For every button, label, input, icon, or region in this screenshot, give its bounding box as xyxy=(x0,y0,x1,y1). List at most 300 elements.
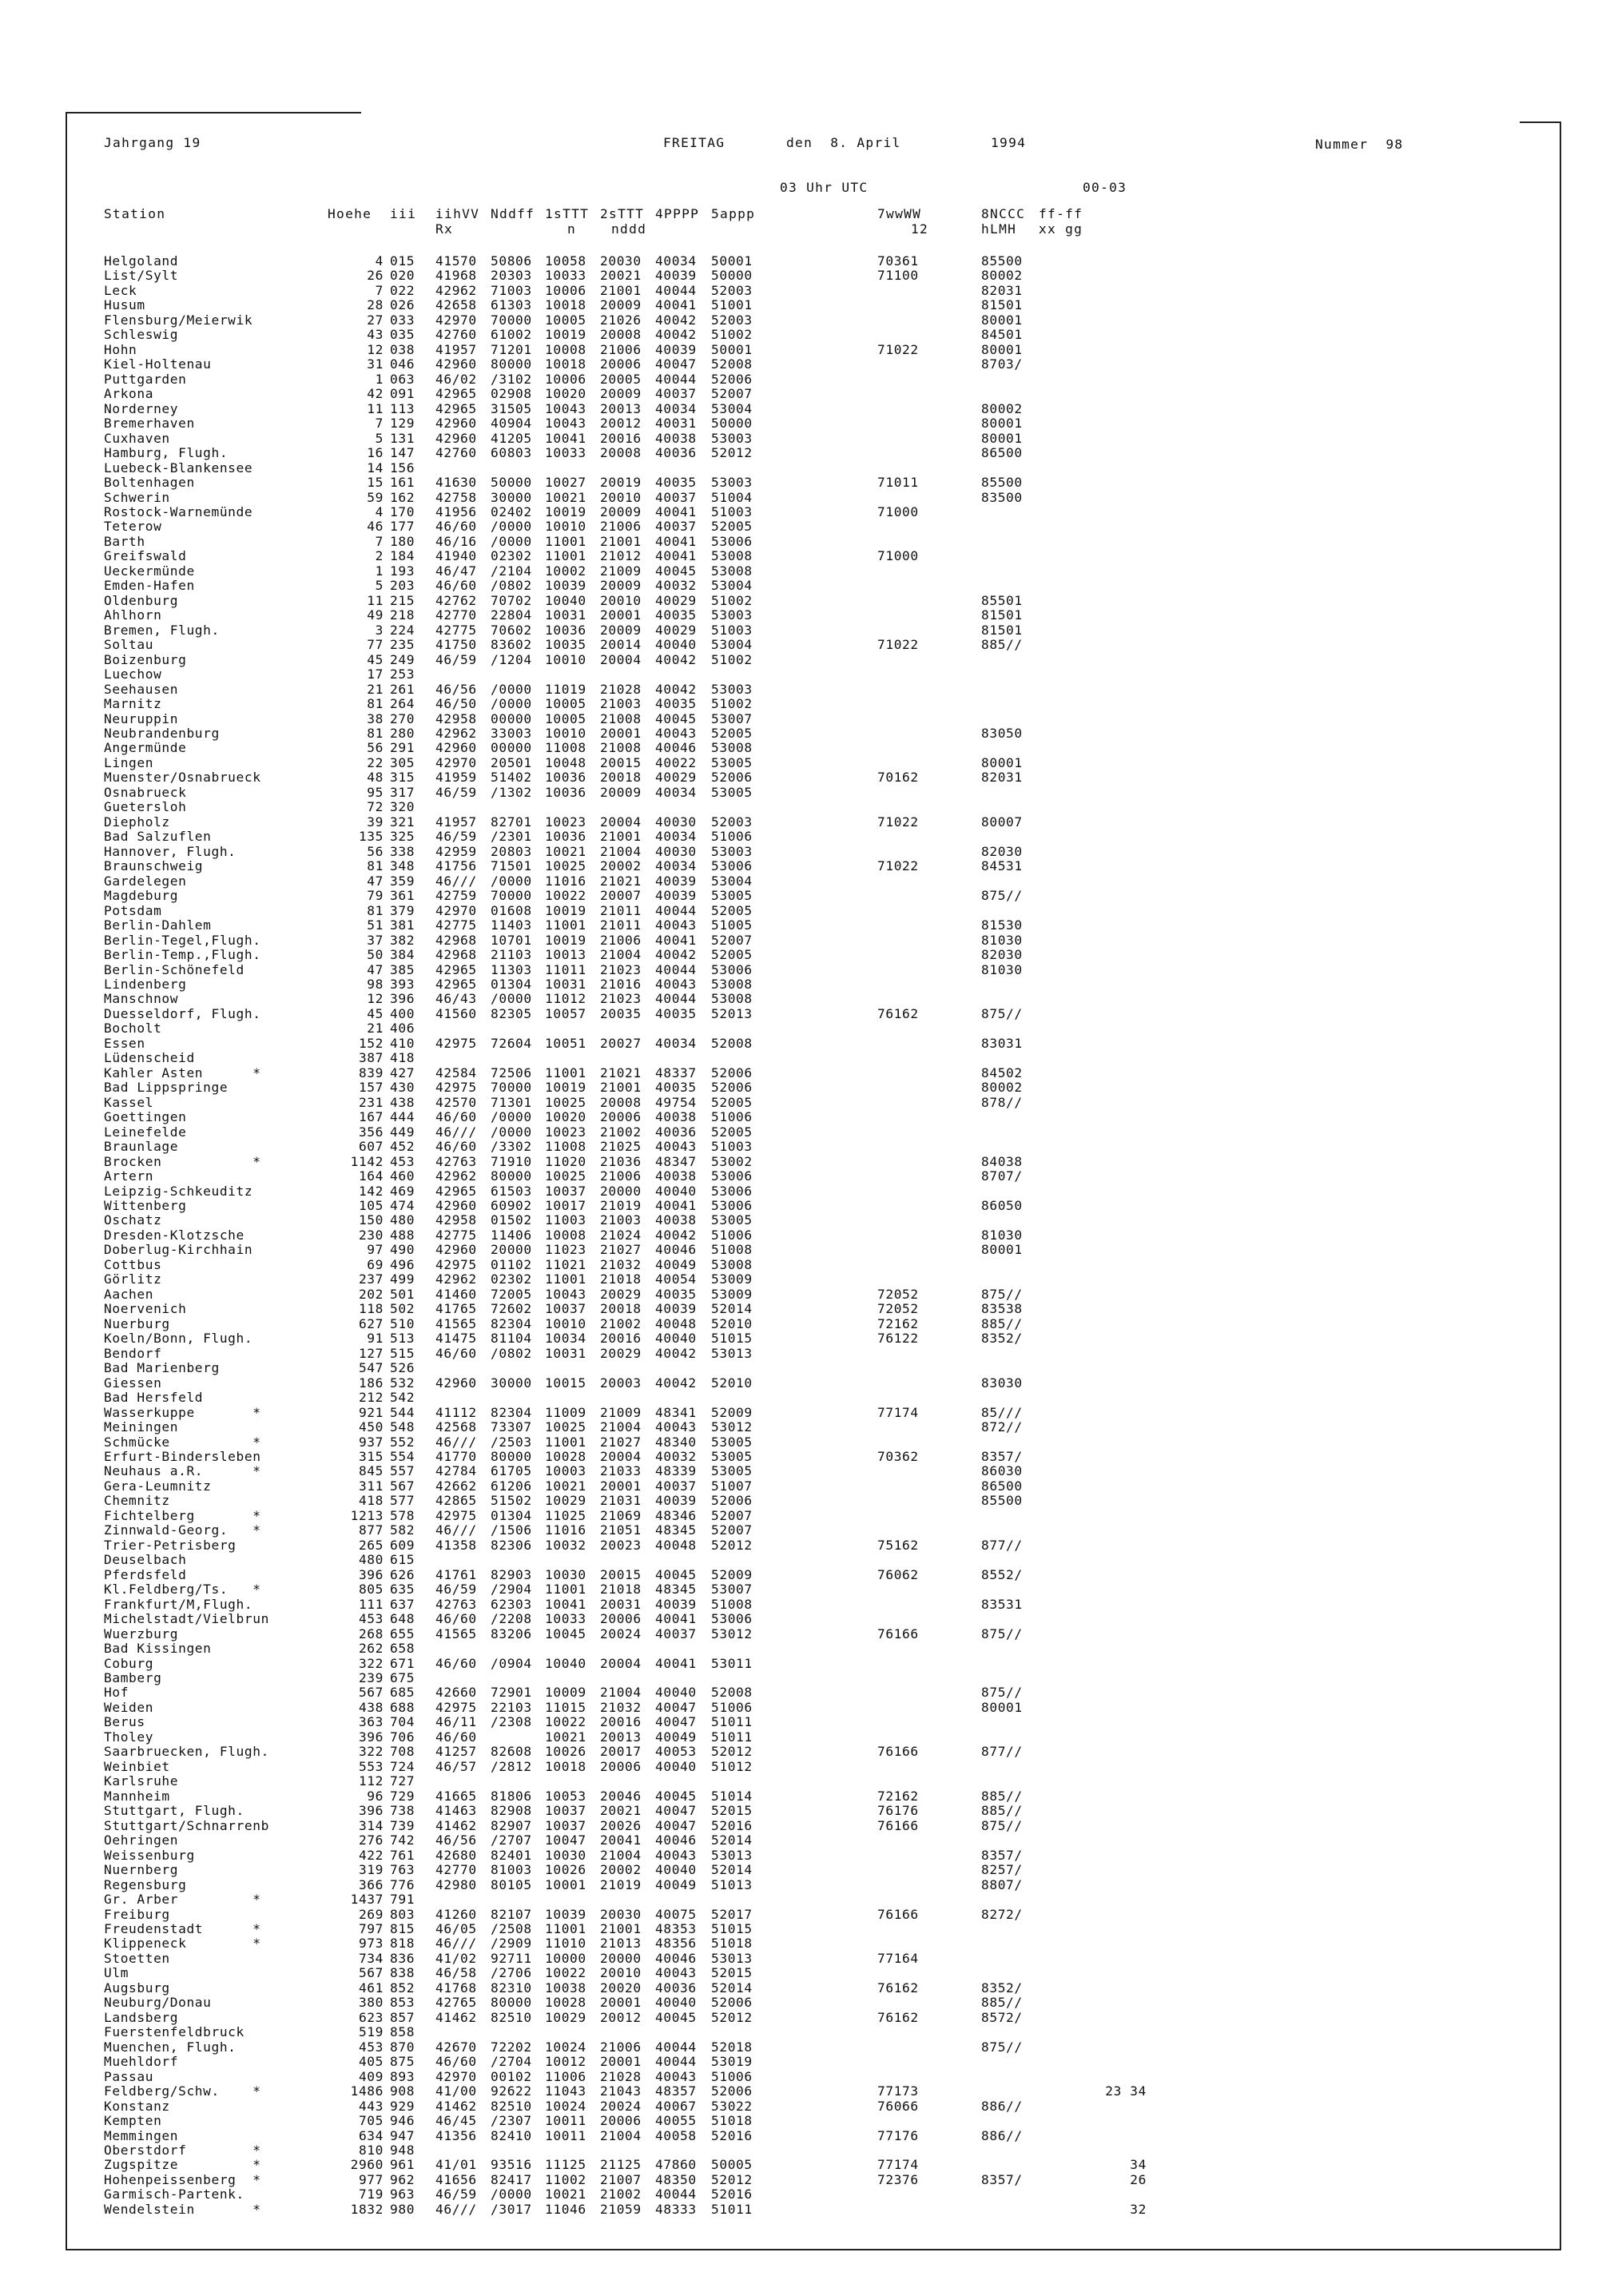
synop-group: 20001 xyxy=(600,1478,642,1494)
synop-group: 46/59 xyxy=(435,651,477,667)
synop-group: 40044 xyxy=(655,2039,697,2055)
station-id: 113 xyxy=(390,400,415,416)
station-name: Stuttgart/Schnarrenb xyxy=(104,1817,269,1833)
station-elevation: 11 xyxy=(367,592,384,608)
station-id: 022 xyxy=(390,282,415,298)
station-elevation: 105 xyxy=(358,1198,384,1213)
synop-group: 40034 xyxy=(655,829,697,845)
synop-group: 40038 xyxy=(655,430,697,446)
synop-group: 51006 xyxy=(711,2068,753,2084)
station-elevation: 112 xyxy=(358,1773,384,1789)
synop-group: 81501 xyxy=(981,622,1023,638)
synop-group: /2508 xyxy=(491,1920,532,1936)
station-row xyxy=(104,1523,1127,1538)
station-id: 567 xyxy=(390,1478,415,1494)
synop-group: 41765 xyxy=(435,1301,477,1317)
station-row xyxy=(104,1789,1127,1804)
station-name: Dresden-Klotzsche xyxy=(104,1227,244,1243)
col-ffff: ff-ff xyxy=(1039,206,1083,221)
synop-group: 52006 xyxy=(711,1080,753,1096)
station-elevation: 97 xyxy=(367,1242,384,1258)
synop-group: 49754 xyxy=(655,1094,697,1110)
station-name: Pferdsfeld xyxy=(104,1566,187,1582)
station-row xyxy=(104,830,1127,844)
station-elevation: 418 xyxy=(358,1493,384,1509)
synop-group: 76162 xyxy=(877,1005,919,1021)
synop-group: 20016 xyxy=(600,1714,642,1730)
synop-group: 41957 xyxy=(435,341,477,357)
station-id: 384 xyxy=(390,947,415,963)
station-name: Soltau xyxy=(104,637,154,653)
synop-group: 30000 xyxy=(491,1375,532,1391)
station-id: 929 xyxy=(390,2098,415,2114)
synop-group: 72052 xyxy=(877,1286,919,1302)
synop-group: 20012 xyxy=(600,416,642,432)
synop-group: 40038 xyxy=(655,1168,697,1184)
synop-group: 50000 xyxy=(711,268,753,284)
synop-group: /1204 xyxy=(491,651,532,667)
synop-group: 10000 xyxy=(545,1950,586,1966)
station-id: 532 xyxy=(390,1375,415,1391)
station-row xyxy=(104,313,1127,328)
synop-group: 52009 xyxy=(711,1404,753,1420)
station-row xyxy=(104,549,1127,563)
synop-group: 46/60 xyxy=(435,1655,477,1671)
synop-group: 21008 xyxy=(600,710,642,726)
synop-group: 10035 xyxy=(545,637,586,653)
station-id: 704 xyxy=(390,1714,415,1730)
synop-group: 53012 xyxy=(711,1419,753,1435)
station-name: Landsberg xyxy=(104,2009,179,2025)
synop-group: 40042 xyxy=(655,327,697,343)
synop-group: 42775 xyxy=(435,622,477,638)
station-id: 359 xyxy=(390,873,415,889)
station-row xyxy=(104,1833,1127,1848)
synop-group: 50001 xyxy=(711,253,753,269)
station-elevation: 59 xyxy=(367,489,384,505)
synop-group: 48333 xyxy=(655,2201,697,2217)
station-name: Kl.Feldberg/Ts. * xyxy=(104,1582,261,1598)
synop-group: 42662 xyxy=(435,1478,477,1494)
synop-group: 42975 xyxy=(435,1080,477,1096)
synop-group: 70702 xyxy=(491,592,532,608)
station-elevation: 98 xyxy=(367,976,384,992)
station-name: Oldenburg xyxy=(104,592,179,608)
station-id: 193 xyxy=(390,563,415,579)
synop-group: 52005 xyxy=(711,519,753,535)
station-elevation: 409 xyxy=(358,2068,384,2084)
synop-group: 21006 xyxy=(600,1168,642,1184)
synop-group: 40039 xyxy=(655,873,697,889)
synop-group: 40037 xyxy=(655,386,697,402)
synop-group: 76176 xyxy=(877,1803,919,1819)
synop-group: 01608 xyxy=(491,902,532,918)
station-row xyxy=(104,402,1127,416)
station-elevation: 1486 xyxy=(350,2083,384,2099)
station-row xyxy=(104,859,1127,873)
synop-group: 40044 xyxy=(655,961,697,977)
station-id: 648 xyxy=(390,1611,415,1627)
synop-group: 40044 xyxy=(655,2054,697,2070)
synop-group: 21031 xyxy=(600,1493,642,1509)
synop-group: 62303 xyxy=(491,1596,532,1612)
synop-group: 46/02 xyxy=(435,371,477,387)
station-name: Tholey xyxy=(104,1729,154,1745)
synop-group: 52006 xyxy=(711,2083,753,2099)
synop-group: /0000 xyxy=(491,873,532,889)
station-row xyxy=(104,2143,1127,2158)
station-row xyxy=(104,1287,1127,1302)
synop-group: 46/58 xyxy=(435,1965,477,1981)
synop-group: 10025 xyxy=(545,858,586,874)
station-row xyxy=(104,1228,1127,1243)
station-name: Goettingen xyxy=(104,1109,187,1125)
synop-group: 53009 xyxy=(711,1271,753,1287)
synop-group: 40043 xyxy=(655,917,697,933)
synop-group: 8272/ xyxy=(981,1906,1023,1922)
synop-group: 21004 xyxy=(600,1685,642,1701)
synop-group: 53003 xyxy=(711,843,753,859)
synop-group: 10039 xyxy=(545,1906,586,1922)
synop-group: 20019 xyxy=(600,475,642,491)
synop-group: 51018 xyxy=(711,2113,753,2129)
synop-group: 42970 xyxy=(435,312,477,328)
synop-group: 42965 xyxy=(435,961,477,977)
synop-group: 41750 xyxy=(435,637,477,653)
synop-group: 02302 xyxy=(491,548,532,564)
station-row xyxy=(104,874,1127,889)
synop-group: 40043 xyxy=(655,726,697,741)
station-name: Lindenberg xyxy=(104,976,187,992)
synop-group: 10022 xyxy=(545,1714,586,1730)
issue-number: Nummer 98 xyxy=(1315,137,1404,152)
synop-group: 20018 xyxy=(600,1301,642,1317)
station-row xyxy=(104,1450,1127,1464)
station-id: 361 xyxy=(390,888,415,904)
station-elevation: 977 xyxy=(358,2171,384,2187)
synop-group: 53006 xyxy=(711,533,753,549)
station-elevation: 38 xyxy=(367,710,384,726)
synop-group: 52012 xyxy=(711,2171,753,2187)
station-name: Stoetten xyxy=(104,1950,170,1966)
station-id: 526 xyxy=(390,1360,415,1376)
station-name: Berus xyxy=(104,1714,145,1730)
synop-group: 40049 xyxy=(655,1876,697,1892)
synop-group: 885// xyxy=(981,1995,1023,2011)
synop-group: 42762 xyxy=(435,592,477,608)
station-row xyxy=(104,1243,1127,1257)
station-elevation: 230 xyxy=(358,1227,384,1243)
station-name: Deuselbach xyxy=(104,1552,187,1568)
synop-group: 51002 xyxy=(711,651,753,667)
synop-group: 41768 xyxy=(435,1980,477,1996)
synop-group: 877// xyxy=(981,1744,1023,1760)
synop-group: 42758 xyxy=(435,489,477,505)
synop-group: 42765 xyxy=(435,1995,477,2011)
synop-group: 52008 xyxy=(711,1035,753,1051)
station-row xyxy=(104,594,1127,608)
synop-group: 47860 xyxy=(655,2157,697,2173)
synop-group: 40046 xyxy=(655,1832,697,1848)
synop-group: 70162 xyxy=(877,770,919,786)
station-name: Hohn xyxy=(104,341,137,357)
synop-group: 42980 xyxy=(435,1876,477,1892)
synop-group: 40034 xyxy=(655,1035,697,1051)
station-row xyxy=(104,1878,1127,1892)
synop-group: 42784 xyxy=(435,1463,477,1479)
synop-group: 21004 xyxy=(600,1419,642,1435)
station-row xyxy=(104,269,1127,283)
station-id: 035 xyxy=(390,327,415,343)
station-name: Gr. Arber * xyxy=(104,1892,261,1908)
station-elevation: 315 xyxy=(358,1448,384,1464)
station-name: Ahlhorn xyxy=(104,607,162,623)
synop-group: 83538 xyxy=(981,1301,1023,1317)
synop-group: 11016 xyxy=(545,873,586,889)
synop-group: 53003 xyxy=(711,430,753,446)
synop-group: 51008 xyxy=(711,1596,753,1612)
station-name: Arkona xyxy=(104,386,154,402)
station-id: 406 xyxy=(390,1021,415,1037)
station-name: Essen xyxy=(104,1035,145,1051)
synop-group: 41462 xyxy=(435,2009,477,2025)
station-elevation: 157 xyxy=(358,1080,384,1096)
synop-group: 71100 xyxy=(877,268,919,284)
station-row xyxy=(104,298,1127,312)
synop-group: 20006 xyxy=(600,1109,642,1125)
station-row xyxy=(104,623,1127,638)
synop-group: 10037 xyxy=(545,1183,586,1199)
station-name: Bad Salzuflen xyxy=(104,829,212,845)
station-id: 449 xyxy=(390,1124,415,1140)
synop-group: 10030 xyxy=(545,1566,586,1582)
station-elevation: 150 xyxy=(358,1212,384,1228)
synop-group: 71022 xyxy=(877,341,919,357)
station-row xyxy=(104,328,1127,342)
station-elevation: 276 xyxy=(358,1832,384,1848)
station-elevation: 212 xyxy=(358,1390,384,1406)
synop-group: 40036 xyxy=(655,445,697,461)
synop-group: 20031 xyxy=(600,1596,642,1612)
synop-group: 40044 xyxy=(655,902,697,918)
station-elevation: 705 xyxy=(358,2113,384,2129)
station-elevation: 5 xyxy=(375,578,384,594)
synop-group: 52012 xyxy=(711,1744,753,1760)
synop-group: 61503 xyxy=(491,1183,532,1199)
station-row xyxy=(104,1760,1127,1774)
synop-group: 92622 xyxy=(491,2083,532,2099)
station-name: Manschnow xyxy=(104,991,179,1007)
station-id: 180 xyxy=(390,533,415,549)
station-id: 544 xyxy=(390,1404,415,1420)
station-id: 637 xyxy=(390,1596,415,1612)
station-elevation: 553 xyxy=(358,1758,384,1774)
synop-group: 40047 xyxy=(655,356,697,372)
synop-group: 40038 xyxy=(655,1109,697,1125)
synop-group: 42760 xyxy=(435,445,477,461)
synop-group: 21059 xyxy=(600,2201,642,2217)
synop-group: 51004 xyxy=(711,489,753,505)
station-row xyxy=(104,963,1127,977)
synop-group: 10031 xyxy=(545,976,586,992)
station-id: 418 xyxy=(390,1050,415,1066)
synop-group: 42962 xyxy=(435,1271,477,1287)
synop-group: 886// xyxy=(981,2098,1023,2114)
synop-group: 8807/ xyxy=(981,1876,1023,1892)
synop-group: 46/11 xyxy=(435,1714,477,1730)
station-id: 980 xyxy=(390,2201,415,2217)
station-row xyxy=(104,579,1127,593)
synop-group: 80000 xyxy=(491,1168,532,1184)
station-id: 261 xyxy=(390,681,415,697)
synop-group: 40040 xyxy=(655,637,697,653)
synop-group: 42962 xyxy=(435,282,477,298)
synop-group: 875// xyxy=(981,1286,1023,1302)
synop-group: 20008 xyxy=(600,327,642,343)
synop-group: 50000 xyxy=(491,475,532,491)
synop-group: 46/// xyxy=(435,1124,477,1140)
station-name: Angermünde xyxy=(104,740,187,756)
synop-group: 10002 xyxy=(545,563,586,579)
station-elevation: 396 xyxy=(358,1729,384,1745)
synop-group: 53006 xyxy=(711,1168,753,1184)
synop-group: 10018 xyxy=(545,1758,586,1774)
synop-group: 76166 xyxy=(877,1817,919,1833)
station-row xyxy=(104,461,1127,476)
station-elevation: 5 xyxy=(375,430,384,446)
station-elevation: 396 xyxy=(358,1803,384,1819)
synop-group: 885// xyxy=(981,1788,1023,1804)
synop-group: 48357 xyxy=(655,2083,697,2099)
station-name: Karlsruhe xyxy=(104,1773,179,1789)
synop-group: 51003 xyxy=(711,622,753,638)
station-name: Bremen, Flugh. xyxy=(104,622,220,638)
station-row xyxy=(104,1302,1127,1316)
synop-group: 72376 xyxy=(877,2171,919,2187)
station-row xyxy=(104,1317,1127,1331)
synop-group: 40037 xyxy=(655,519,697,535)
station-id: 253 xyxy=(390,667,415,682)
station-elevation: 734 xyxy=(358,1950,384,1966)
station-row xyxy=(104,2040,1127,2055)
synop-group: 50005 xyxy=(711,2157,753,2173)
synop-group: 76122 xyxy=(877,1331,919,1347)
synop-group: 21002 xyxy=(600,1315,642,1331)
synop-group: 70362 xyxy=(877,1448,919,1464)
synop-group: 42968 xyxy=(435,932,477,948)
synop-group: 41565 xyxy=(435,1626,477,1641)
station-id: 948 xyxy=(390,2143,415,2158)
station-name: Brocken * xyxy=(104,1153,261,1169)
synop-group: 40043 xyxy=(655,1847,697,1863)
synop-group: 40037 xyxy=(655,489,697,505)
synop-group: 40029 xyxy=(655,592,697,608)
station-name: Berlin-Tegel,Flugh. xyxy=(104,932,261,948)
synop-group: 72005 xyxy=(491,1286,532,1302)
station-id: 410 xyxy=(390,1035,415,1051)
synop-group: 21021 xyxy=(600,873,642,889)
col-8nccc-sub: hLMH xyxy=(981,221,1017,237)
station-elevation: 567 xyxy=(358,1685,384,1701)
station-elevation: 135 xyxy=(358,829,384,845)
synop-group: 53005 xyxy=(711,1212,753,1228)
station-elevation: 22 xyxy=(367,754,384,770)
synop-group: 20009 xyxy=(600,297,642,313)
synop-group: 40041 xyxy=(655,932,697,948)
synop-group: 10030 xyxy=(545,1847,586,1863)
synop-group: 81003 xyxy=(491,1862,532,1878)
station-elevation: 7 xyxy=(375,533,384,549)
synop-group: 20046 xyxy=(600,1788,642,1804)
col-ffff-sub: xx gg xyxy=(1039,221,1083,237)
synop-group: 52003 xyxy=(711,312,753,328)
station-row xyxy=(104,2025,1127,2039)
synop-group: 10053 xyxy=(545,1788,586,1804)
synop-group: 72162 xyxy=(877,1788,919,1804)
synop-group: 20009 xyxy=(600,784,642,800)
station-name: Oberstdorf * xyxy=(104,2143,261,2158)
station-elevation: 810 xyxy=(358,2143,384,2158)
synop-group: 80105 xyxy=(491,1876,532,1892)
frame-right-line xyxy=(1560,121,1561,2250)
synop-group: 61303 xyxy=(491,297,532,313)
station-id: 129 xyxy=(390,416,415,432)
synop-group: 20010 xyxy=(600,592,642,608)
station-name: Mannheim xyxy=(104,1788,170,1804)
station-row xyxy=(104,2157,1147,2173)
synop-group: 21004 xyxy=(600,1847,642,1863)
col-4pppp: 4PPPP xyxy=(655,206,700,221)
station-id: 452 xyxy=(390,1139,415,1155)
station-id: 615 xyxy=(390,1552,415,1568)
synop-group: 72052 xyxy=(877,1301,919,1317)
synop-group: 10008 xyxy=(545,341,586,357)
station-elevation: 72 xyxy=(367,799,384,815)
station-elevation: 42 xyxy=(367,386,384,402)
synop-group: 80001 xyxy=(981,312,1023,328)
station-id: 836 xyxy=(390,1950,415,1966)
synop-group: 53004 xyxy=(711,873,753,889)
gust-group: 32 xyxy=(1130,2201,1147,2217)
col-iii: iii xyxy=(390,206,417,221)
synop-group: 41968 xyxy=(435,268,477,284)
synop-group: 875// xyxy=(981,888,1023,904)
synop-group: 875// xyxy=(981,1685,1023,1701)
synop-group: 51006 xyxy=(711,829,753,845)
synop-group: 71022 xyxy=(877,858,919,874)
synop-group: 41112 xyxy=(435,1404,477,1420)
synop-group: /2812 xyxy=(491,1758,532,1774)
station-id: 852 xyxy=(390,1980,415,1996)
station-name: Ueckermünde xyxy=(104,563,195,579)
station-row xyxy=(104,1745,1127,1759)
synop-group: 52007 xyxy=(711,1507,753,1523)
station-row xyxy=(104,918,1127,933)
station-elevation: 27 xyxy=(367,312,384,328)
synop-group: 48346 xyxy=(655,1507,697,1523)
synop-group: 81501 xyxy=(981,607,1023,623)
station-name: Erfurt-Bindersleben xyxy=(104,1448,261,1464)
station-name: Weinbiet xyxy=(104,1758,170,1774)
station-row xyxy=(104,1922,1127,1936)
synop-group: 01304 xyxy=(491,1507,532,1523)
synop-group: 10026 xyxy=(545,1744,586,1760)
synop-group: 10008 xyxy=(545,1227,586,1243)
synop-group: 10041 xyxy=(545,430,586,446)
station-name: Flensburg/Meierwik xyxy=(104,312,253,328)
station-id: 496 xyxy=(390,1256,415,1272)
synop-group: 00000 xyxy=(491,740,532,756)
